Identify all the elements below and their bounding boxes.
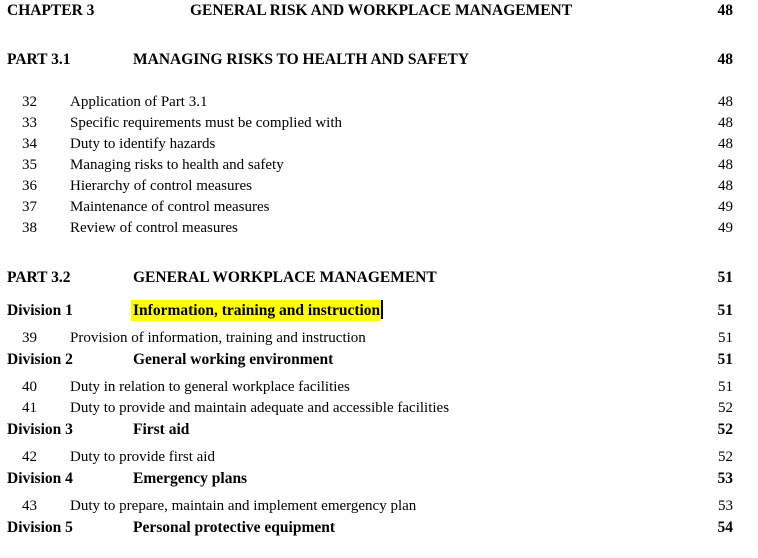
section-title: Hierarchy of control measures [70,178,253,194]
toc-row-division-5[interactable] [0,517,758,538]
section-page-number: 49 [718,199,733,215]
division-page-number: 52 [717,421,733,438]
section-number: 42 [22,449,37,465]
section-page-number: 48 [718,178,733,194]
chapter-label: CHAPTER 3 [7,2,95,19]
spacer [0,489,758,496]
spacer [0,70,758,92]
division-page-number: 53 [717,470,733,487]
division-title-wrapper [133,300,383,321]
division-label: Division 4 [7,470,73,487]
toc-row-division-2[interactable] [0,349,758,370]
section-number: 34 [22,136,37,152]
section-title: Managing risks to health and safety [70,157,284,173]
toc-row-section-43[interactable] [0,496,758,517]
toc-row-section-38[interactable] [0,218,758,239]
part-title: GENERAL WORKPLACE MANAGEMENT [133,269,437,286]
section-number: 39 [22,330,37,346]
division-label: Division 2 [7,351,73,368]
section-number: 35 [22,157,37,173]
division-page-number: 51 [717,302,733,319]
toc-row-part-3-2[interactable] [0,267,758,288]
section-page-number: 52 [718,400,733,416]
section-title: Application of Part 3.1 [70,94,208,110]
division-label: Division 1 [7,302,73,319]
section-number: 41 [22,400,37,416]
section-number: 37 [22,199,37,215]
toc-row-part-3-1[interactable] [0,49,758,70]
toc-row-section-42[interactable] [0,447,758,468]
part-page-number: 48 [717,51,733,68]
section-title: Duty in relation to general workplace facilities [70,379,350,395]
toc-row-section-32[interactable] [0,92,758,113]
division-page-number: 51 [717,351,733,368]
division-title: Emergency plans [133,470,248,487]
toc-row-section-35[interactable] [0,155,758,176]
section-page-number: 48 [718,94,733,110]
section-number: 36 [22,178,37,194]
division-label: Division 3 [7,421,73,438]
division-title-highlighted[interactable]: Information, training and instruction [133,302,381,319]
section-page-number: 51 [718,379,733,395]
chapter-page-number: 48 [717,2,733,19]
spacer [0,21,758,49]
section-title: Maintenance of control measures [70,199,270,215]
section-title: Duty to provide and maintain adequate and accessible facilities [70,400,450,416]
toc-row-section-34[interactable] [0,134,758,155]
toc-row-section-40[interactable] [0,377,758,398]
spacer [0,321,758,328]
section-page-number: 49 [718,220,733,236]
toc-row-section-39[interactable] [0,328,758,349]
toc-row-section-41[interactable] [0,398,758,419]
toc-row-division-1[interactable] [0,300,758,321]
section-page-number: 52 [718,449,733,465]
division-title: General working environment [133,351,334,368]
part-title: MANAGING RISKS TO HEALTH AND SAFETY [133,51,470,68]
section-title: Duty to identify hazards [70,136,216,152]
toc-row-division-4[interactable] [0,468,758,489]
chapter-title: GENERAL RISK AND WORKPLACE MANAGEMENT [190,2,573,19]
spacer [0,239,758,267]
section-page-number: 51 [718,330,733,346]
section-number: 32 [22,94,37,110]
division-title: First aid [133,421,190,438]
spacer [0,370,758,377]
spacer [0,440,758,447]
section-number: 33 [22,115,37,131]
toc-row-chapter[interactable] [0,0,758,21]
division-title: Personal protective equipment [133,519,336,536]
section-title: Specific requirements must be complied with [70,115,343,131]
part-page-number: 51 [717,269,733,286]
part-label: PART 3.1 [7,51,71,68]
toc-row-section-37[interactable] [0,197,758,218]
toc-row-section-33[interactable] [0,113,758,134]
spacer [0,288,758,300]
division-page-number: 54 [717,519,733,536]
section-number: 38 [22,220,37,236]
section-page-number: 48 [718,115,733,131]
section-title: Provision of information, training and instruction [70,330,366,346]
section-number: 43 [22,498,37,514]
section-title: Review of control measures [70,220,238,236]
section-page-number: 48 [718,157,733,173]
section-title: Duty to prepare, maintain and implement emergency plan [70,498,417,514]
section-title: Duty to provide first aid [70,449,215,465]
section-number: 40 [22,379,37,395]
text-caret [381,300,383,319]
toc-row-section-36[interactable] [0,176,758,197]
part-label: PART 3.2 [7,269,71,286]
toc-row-division-3[interactable] [0,419,758,440]
section-page-number: 48 [718,136,733,152]
division-label: Division 5 [7,519,73,536]
section-page-number: 53 [718,498,733,514]
